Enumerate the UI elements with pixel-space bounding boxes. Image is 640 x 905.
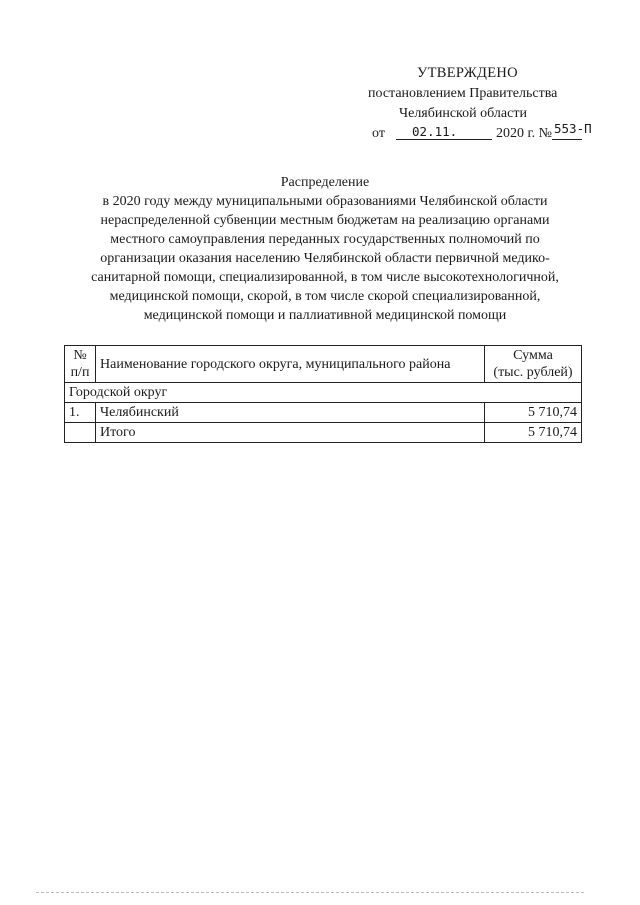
table-row xyxy=(65,403,582,423)
header-number xyxy=(65,346,96,383)
heading-line: медицинской помощи и паллиативной медицинской помощи xyxy=(143,308,507,323)
distribution-table xyxy=(64,345,582,443)
heading-title: Распределение xyxy=(280,175,370,190)
header-sum xyxy=(485,346,582,383)
section-row xyxy=(65,383,582,403)
approval-title: УТВЕРЖДЕНО xyxy=(417,65,518,81)
heading-line: нераспределенной субвенции местным бюджетам на реализацию органами xyxy=(100,213,550,228)
approval-year: 2020 г. № xyxy=(496,126,553,141)
approval-number: 553-П xyxy=(554,121,592,136)
header-number-line-1: № xyxy=(73,348,87,363)
heading-line: санитарной помощи, специализированной, в том числе высокотехнологичной, xyxy=(91,270,559,285)
row-sum: 5 710,74 xyxy=(485,403,582,423)
header-number-line-2: п/п xyxy=(70,365,90,380)
approval-date-line xyxy=(372,122,597,144)
number-underline xyxy=(552,139,582,140)
approval-date: 02.11. xyxy=(412,124,458,139)
header-name: Наименование городского округа, муниципального района xyxy=(96,346,485,383)
row-name: Челябинский xyxy=(96,403,485,423)
approval-line-2: Челябинской области xyxy=(399,106,527,121)
heading-line: медицинской помощи, скорой, в том числе скорой специализированной, xyxy=(109,289,541,304)
heading-line: в 2020 году между муниципальными образованиями Челябинской области xyxy=(102,194,548,209)
total-row xyxy=(65,423,582,443)
total-number-cell xyxy=(65,423,96,443)
footer-divider xyxy=(36,892,584,893)
from-label: от xyxy=(372,126,385,141)
row-number: 1. xyxy=(65,403,96,423)
section-label: Городской округ xyxy=(65,383,582,403)
table-header-row xyxy=(65,346,582,383)
heading-line: организации оказания населению Челябинской области первичной медико- xyxy=(100,251,550,266)
header-sum-line-2: (тыс. рублей) xyxy=(493,365,573,380)
header-sum-line-1: Сумма xyxy=(513,348,553,363)
heading-line: местного самоуправления переданных государственных полномочий по xyxy=(110,232,540,247)
total-sum: 5 710,74 xyxy=(485,423,582,443)
approval-line-1: постановлением Правительства xyxy=(368,86,558,101)
total-label: Итого xyxy=(96,423,485,443)
document-heading xyxy=(40,173,610,325)
